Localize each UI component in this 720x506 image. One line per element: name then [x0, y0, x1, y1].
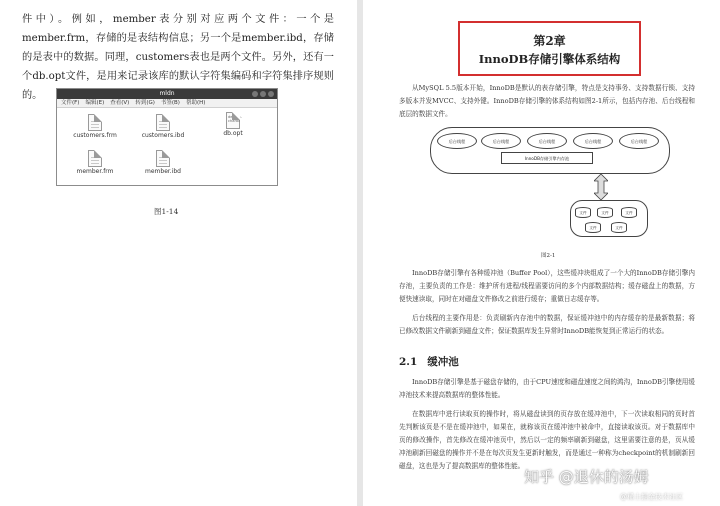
close-icon[interactable]: [268, 91, 274, 97]
minimize-icon[interactable]: [252, 91, 258, 97]
document-icon: [88, 150, 102, 167]
window-menubar: [57, 99, 277, 108]
menu-edit[interactable]: 编辑(E): [85, 100, 105, 106]
page-read-paragraph: 在数据库中进行读取页的操作时，将从磁盘读到的页存放在缓冲池中，下一次读取相同的页时首先判断该页是不是在缓冲池中，如果在，就称该页在缓冲池中被命中，直接读取该页。对于数据库中页的修改操作，首先修改在缓冲池页中，然后以一定的频率刷新到磁盘，这里需要注意的是，页从缓冲池刷新回磁盘的操作并不是在每次页发生更新时触发，而是通过一种称为checkpoint的机制刷新回磁盘，这也是为了提高数据库的整体性能。: [399, 410, 695, 470]
data-files-group: [570, 200, 648, 237]
data-file-cylinder: 文件: [575, 207, 591, 218]
section-heading: [399, 354, 459, 369]
file-customers-frm[interactable]: [65, 114, 125, 139]
file-customers-ibd[interactable]: [133, 114, 193, 139]
window-title: mldn: [159, 90, 175, 97]
menu-bookmarks[interactable]: 书签(B): [160, 100, 180, 106]
innodb-architecture-diagram: [430, 127, 670, 239]
file-manager-window: [56, 88, 278, 186]
buffer-pool-paragraph: InnoDB存储引擎有各种缓冲池（Buffer Pool），这些缓冲块组成了一个大的InnoDB存储引擎内存池，主要负责的工作是：维护所有进程/线程需要访问的多个内部数据结构；缓存磁盘上的数据，方便快速读取，同时在对磁盘文件修改之前进行缓存；重做日志缓存等。: [399, 269, 695, 303]
background-threads-group: [430, 127, 670, 174]
window-titlebar: [57, 89, 277, 99]
figure-caption-2-1: 图2-1: [541, 253, 556, 259]
background-thread: 后台线程: [619, 133, 659, 149]
file-member-frm[interactable]: [65, 150, 125, 175]
section-title: 缓冲池: [427, 356, 459, 368]
background-thread: 后台线程: [527, 133, 567, 149]
left-page: [0, 0, 357, 506]
menu-view[interactable]: 查看(V): [110, 100, 130, 106]
file-area: [57, 108, 277, 185]
data-file-cylinder: 文件: [585, 222, 601, 233]
data-file-cylinder: 文件: [621, 207, 637, 218]
menu-go[interactable]: 转到(G): [135, 100, 155, 106]
menu-file[interactable]: 文件(F): [61, 100, 80, 106]
page-gutter: [357, 0, 363, 506]
memory-pool-box: InnoDB存储引擎内存池: [501, 152, 593, 164]
file-label: customers.frm: [73, 132, 117, 139]
file-label: member.ibd: [145, 168, 181, 175]
chapter-number: 第2章: [533, 34, 566, 48]
file-db-opt[interactable]: [203, 112, 263, 137]
watermark-juejin: @稀土掘金技术社区: [620, 493, 683, 501]
left-paragraph: 件中）。例如，member表分别对应两个文件：一个是member.frm，存储的是表结构信息；另一个是member.ibd，存储的是表中的数据。同理，customers表也是两个文件。另外，还有一个db.opt文件，是用来记录该库的默认字符集编码和字符集排序规则的。: [22, 14, 334, 101]
window-controls: [252, 91, 274, 97]
file-member-ibd[interactable]: [133, 150, 193, 175]
double-arrow-icon: [594, 174, 608, 200]
file-label: customers.ibd: [141, 132, 185, 139]
file-label: member.frm: [76, 168, 114, 175]
disk-storage-paragraph: InnoDB存储引擎是基于磁盘存储的，由于CPU速度和磁盘速度之间的鸿沟，InnoDB引擎使用缓冲池技术来提高数据库的整体性能。: [399, 378, 695, 399]
chapter-title-box: [458, 21, 641, 76]
intro-paragraph: 从MySQL 5.5版本开始，InnoDB是默认的表存储引擎，特点是支持事务、支持数据行锁、支持多版本并发MVCC、支持外键。InnoDB存储引擎的体系结构如图2-1所示，包括内存池、后台线程和底层的数据文件。: [399, 84, 695, 118]
data-file-cylinder: 文件: [597, 207, 613, 218]
section-number: 2.1: [399, 356, 418, 368]
text-file-icon: [226, 112, 240, 129]
document-icon: [156, 150, 170, 167]
maximize-icon[interactable]: [260, 91, 266, 97]
chapter-title: InnoDB存储引擎体系结构: [478, 52, 621, 66]
document-icon: [88, 114, 102, 131]
background-thread: 后台线程: [573, 133, 613, 149]
background-thread: 后台线程: [481, 133, 521, 149]
background-thread: 后台线程: [437, 133, 477, 149]
data-file-cylinder: 文件: [611, 222, 627, 233]
watermark-zhihu: 知乎 @退休的汤姆: [524, 468, 649, 486]
opt-preview-text: default- charac: [228, 115, 242, 123]
figure-caption-1-14: 图1-14: [154, 207, 179, 216]
menu-help[interactable]: 帮助(H): [185, 100, 206, 106]
background-thread-paragraph: 后台线程的主要作用是：负责刷新内存池中的数据，保证缓冲池中的内存缓存的是最新数据；将已修改数据文件刷新到磁盘文件；保证数据库发生异常时InnoDB能恢复到正常运行的状态。: [399, 314, 695, 335]
document-icon: [156, 114, 170, 131]
file-label: db.opt: [223, 130, 243, 137]
